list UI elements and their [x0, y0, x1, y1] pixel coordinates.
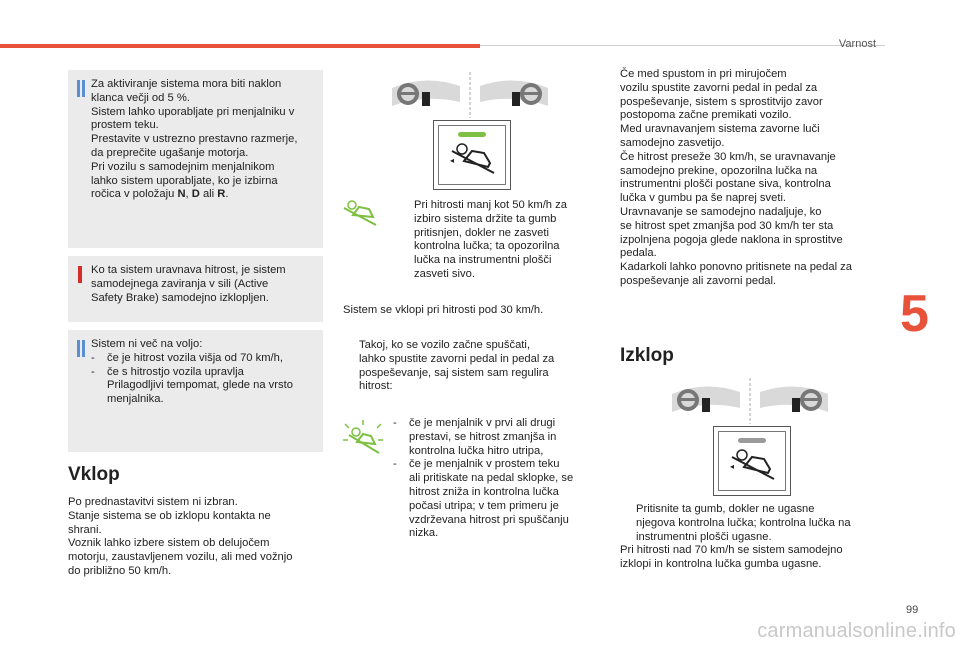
text-line-gears — [91, 188, 319, 202]
bullet-icon — [398, 199, 414, 282]
text-span: . — [225, 188, 229, 201]
button-led-grey — [738, 438, 766, 443]
hill-descent-control-icon — [730, 449, 776, 481]
steering-wheel-left-icon — [677, 389, 699, 411]
warning-box-text — [91, 264, 319, 305]
text-line: Safety Brake) samodejno izklopljen. — [91, 291, 269, 304]
text-line: Prestavite v ustrezno prestavno razmerje, — [91, 133, 298, 146]
text-line: Pri hitrosti nad 70 km/h se sistem samodejno — [620, 544, 843, 557]
text-line: Sistem ni več na voljo: — [91, 338, 203, 350]
text-line: prostem teku. — [91, 119, 159, 132]
text-line: izklopi in kontrolna lučka gumba ugasne. — [620, 558, 822, 571]
dash: - — [91, 365, 95, 378]
text-line: kontrolna lučka; ta opozorilna — [414, 240, 560, 253]
text-span: , — [185, 188, 192, 201]
text-line: prestavi, se hitrost zmanjša in — [409, 430, 557, 443]
text-line: hitrost zniža in kontrolna lučka — [409, 485, 559, 498]
dash-item — [393, 417, 598, 458]
bullet-item — [620, 503, 890, 544]
gear-d: D — [191, 188, 200, 201]
text-line: Med uravnavanjem sistema zavorne luči — [620, 123, 820, 136]
hill-descent-button-off[interactable] — [713, 426, 791, 496]
text-line: Pritisnite ta gumb, dokler ne ugasne — [636, 503, 815, 515]
bullet-item — [398, 199, 588, 282]
bullet-release-pedals — [343, 339, 593, 394]
info-mark — [77, 340, 80, 357]
text-line: motorju, zaustavljenem vozilu, ali med vožnjo — [68, 551, 293, 564]
text-line: lahko spustite zavorni pedal in pedal za — [359, 352, 555, 365]
text-line: Če hitrost preseže 30 km/h, se uravnavanje — [620, 150, 836, 163]
section-title: Varnost — [838, 38, 876, 50]
text-line: Takoj, ko se vozilo začne spuščati, — [359, 339, 531, 351]
text-line: če s hitrostjo vozila upravlja — [107, 365, 244, 378]
header-accent-bar — [0, 44, 480, 48]
text-line: če je menjalnik v prostem teku — [409, 458, 560, 471]
warning-mark — [78, 266, 82, 283]
text-line: ali pritiskate na pedal sklopke, se — [409, 472, 574, 485]
text-line: Voznik lahko izbere sistem ob delujočem — [68, 537, 270, 550]
text-line: Za aktiviranje sistema mora biti naklon — [91, 78, 282, 90]
dash: - — [393, 458, 397, 471]
text-line: instrumentni plošči ugasne. — [636, 530, 772, 543]
text-line: zasveti sivo. — [414, 267, 475, 280]
text-line: pospeševanje, sistem s sprostitvijo zavor — [620, 95, 823, 108]
hill-descent-button-on[interactable] — [433, 120, 511, 190]
bullet-select-system — [398, 199, 588, 282]
dash-list-speed — [393, 417, 598, 541]
dash: - — [393, 417, 397, 429]
text-line: izpolnjena pogoja glede naklona in sprostitve — [620, 233, 843, 246]
text-line: Po prednastavitvi sistem ni izbran. — [68, 496, 238, 508]
text-line: pritisnjen, dokler ne zasveti — [414, 226, 549, 239]
gear-n: N — [177, 188, 186, 201]
dash-item — [91, 366, 319, 407]
text-line: shrani. — [68, 523, 102, 536]
text-line: če je menjalnik v prvi ali drugi — [409, 417, 556, 429]
watermark: carmanualsonline.info — [757, 620, 956, 642]
dash-item — [91, 352, 319, 366]
text-line: nizka. — [409, 527, 439, 540]
text-line: klanca večji od 5 %. — [91, 91, 190, 104]
text-line: vzdrževana hitrost pri spuščanju — [409, 513, 569, 526]
dash-text — [409, 458, 573, 541]
dash-item — [393, 458, 598, 541]
hill-descent-control-icon — [343, 200, 377, 226]
text-line: pedala. — [620, 247, 657, 260]
text-line: Sistem lahko uporabljate pri menjalniku v — [91, 105, 295, 118]
text-line: da preprečite ugašanje motorja. — [91, 146, 249, 159]
page-number: 99 — [906, 604, 919, 616]
text-line: lučka v gumbu pa še naprej sveti. — [620, 192, 787, 205]
dash-text — [107, 366, 293, 407]
svg-text:◂: ◂ — [730, 462, 735, 471]
bullet-item — [343, 339, 593, 394]
text-line: če je hitrost vozila višja od 70 km/h, — [107, 351, 283, 364]
info-box-unavailable-text — [91, 338, 319, 407]
hill-descent-blinking-icon — [343, 420, 383, 458]
gear-r: R — [217, 188, 226, 201]
descent-paragraph — [620, 68, 890, 289]
text-line: samodejno zasvetijo. — [620, 136, 725, 149]
info-box-slope — [68, 70, 323, 248]
steering-wheel-right-icon — [520, 83, 542, 105]
text-line: Prilagodljivi tempomat, glede na vrsto — [107, 379, 293, 392]
button-led-green — [458, 132, 486, 137]
text-line: kontrolna lučka hitro utripa, — [409, 444, 544, 457]
text-line: vozilu spustite zavorni pedal in pedal za — [620, 81, 818, 94]
text-line: Kadarkoli lahko ponovno pritisnete na pedal za — [620, 261, 852, 274]
text-line: njegova kontrolna lučka; kontrolna lučka na — [636, 516, 851, 529]
bullet-icon — [620, 503, 636, 544]
text-line: lučka na instrumentni plošči — [414, 254, 552, 267]
steering-wheel-right-icon — [800, 389, 822, 411]
text-line: Ko ta sistem uravnava hitrost, je sistem — [91, 264, 286, 276]
text-line: Uravnavanje se samodejno nadaljuje, ko — [620, 205, 822, 218]
svg-text:◂: ◂ — [450, 156, 455, 165]
info-box-slope-text — [91, 78, 319, 202]
text-line: menjalnika. — [107, 393, 164, 406]
text-line: instrumentni plošči postane siva, kontrolna — [620, 178, 831, 191]
text-span: ali — [199, 188, 218, 201]
bullet-icon — [343, 339, 359, 394]
warning-box — [68, 256, 323, 322]
hill-descent-control-icon — [450, 143, 496, 175]
dash: - — [91, 351, 95, 364]
text-line: lahko sistem uporabljate, ko je izbirna — [91, 174, 278, 187]
text-line: postopoma začne premikati vozilo. — [620, 109, 792, 122]
text-line: samodejno prekine, opozorilna lučka na — [620, 164, 818, 177]
text-line: Pri hitrosti manj kot 50 km/h za — [414, 199, 567, 211]
text-line: izbiro sistema držite ta gumb — [414, 212, 557, 225]
dash-text — [409, 417, 556, 458]
steering-wheel-left-icon — [397, 83, 419, 105]
text-line: počasi utripa; v tem primeru je — [409, 499, 559, 512]
header-rule — [480, 45, 885, 46]
izklop-text — [620, 503, 890, 572]
text-line: se hitrost spet zmanjša pod 30 km/h ter sta — [620, 219, 834, 232]
info-box-unavailable — [68, 330, 323, 452]
dashboard-diagram — [390, 72, 550, 118]
heading-izklop: Izklop — [620, 345, 674, 366]
text-line: pospeševanje ali zavorni pedal. — [620, 274, 777, 287]
text-line: Stanje sistema se ob izklopu kontakta ne — [68, 509, 271, 522]
text-span: ročica v položaju — [91, 188, 178, 201]
text-line: samodejnega zaviranja v sili (Active — [91, 277, 269, 290]
bullet-text — [636, 503, 851, 544]
info-mark — [77, 80, 80, 97]
chapter-number: 5 — [900, 285, 929, 343]
text-line: Če med spustom in pri mirujočem — [620, 68, 787, 80]
bullet-text — [359, 339, 554, 394]
text-line: do približno 50 km/h. — [68, 564, 172, 577]
dashboard-diagram — [670, 378, 830, 424]
text-line: hitrost: — [359, 380, 393, 393]
text-line: Pri vozilu s samodejnim menjalnikom — [91, 160, 275, 173]
heading-vklop: Vklop — [68, 464, 120, 485]
text-line: pospeševanje, saj sistem sam regulira — [359, 366, 549, 379]
activation-note: Sistem se vklopi pri hitrosti pod 30 km/h. — [343, 304, 544, 316]
bullet-text — [414, 199, 567, 282]
vklop-text — [68, 496, 323, 579]
dash-text — [107, 352, 283, 366]
